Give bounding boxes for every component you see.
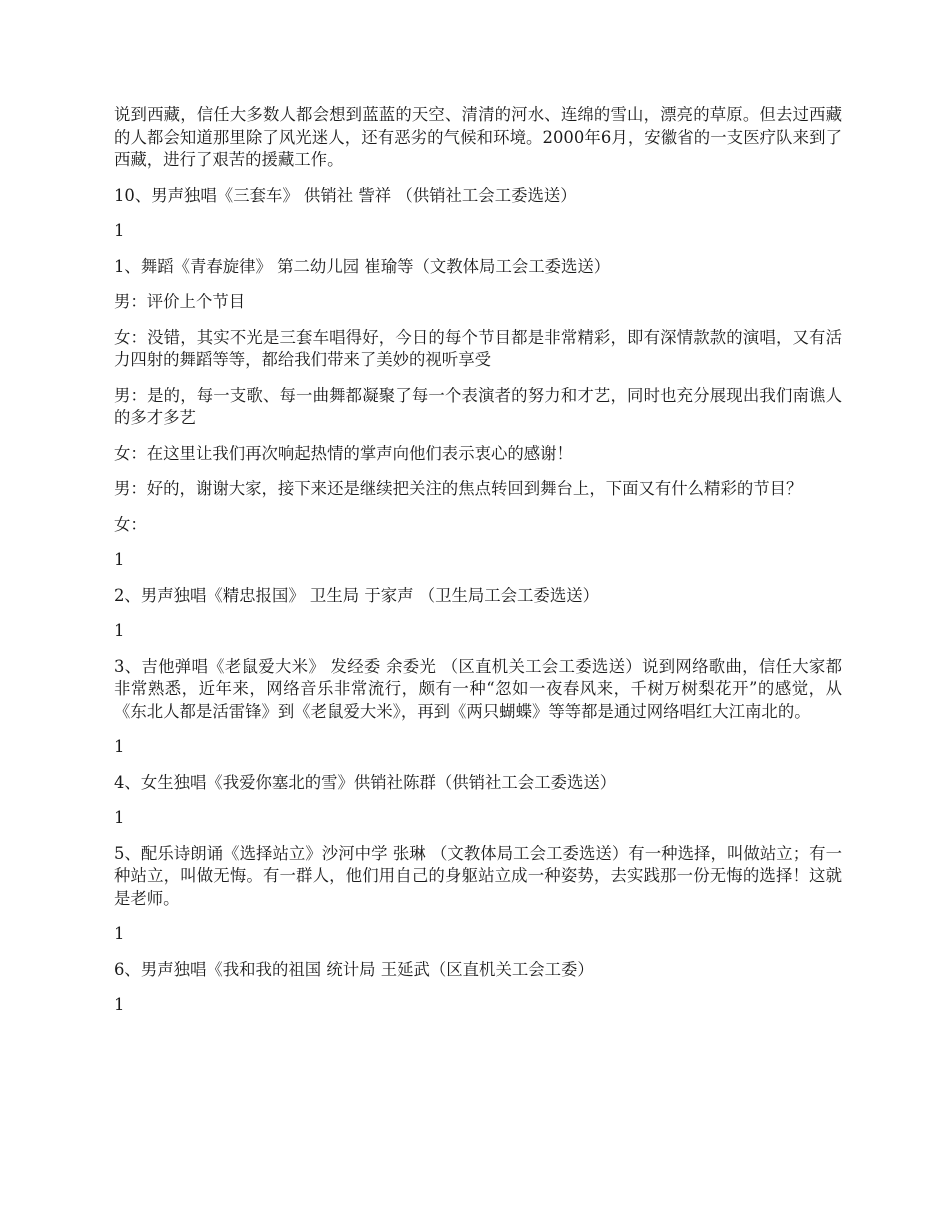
dialogue-male: 男：是的，每一支歌、每一曲舞都凝聚了每一个表演者的努力和才艺，同时也充分展现出我们南谯人的多才多艺 [114, 385, 842, 427]
marker-line: 1 [114, 550, 125, 569]
program-item-5: 5、配乐诗朗诵《选择站立》沙河中学 张琳 （文教体局工会工委选送）有一种选择，叫做站立；有一种站立，叫做无悔。有一群人，他们用自己的身躯站立成一种姿势，去实践那一份无悔的选择！这就是老师。 [114, 843, 842, 908]
program-item-3: 3、吉他弹唱《老鼠爱大米》 发经委 余委光 （区直机关工会工委选送）说到网络歌曲，信任大家都非常熟悉，近年来，网络音乐非常流行，颇有一种“忽如一夜春风来，千树万树梨花开”的感觉，从《东北人都是活雷锋》到《老鼠爱大米》，再到《两只蝴蝶》等等都是通过网络唱红大江南北的。 [114, 656, 842, 721]
marker-line: 1 [114, 221, 125, 240]
intro-tibet-paragraph: 说到西藏，信任大多数人都会想到蓝蓝的天空、清清的河水、连绵的雪山，漂亮的草原。但去过西藏的人都会知道那里除了风光迷人，还有恶劣的气候和环境。2000年6月，安徽省的一支医疗队来到了西藏，进行了艰苦的援藏工作。 [114, 105, 842, 169]
dialogue-male: 男：好的，谢谢大家，接下来还是继续把关注的焦点转回到舞台上，下面又有什么精彩的节目？ [114, 479, 803, 498]
dialogue-female: 女： [114, 514, 147, 534]
dialogue-female: 女：在这里让我们再次响起热情的掌声向他们表示衷心的感谢！ [114, 443, 573, 463]
program-item-4: 4、女生独唱《我爱你塞北的雪》供销社陈群（供销社工会工委选送） [114, 772, 617, 792]
marker-line: 1 [114, 621, 125, 640]
program-item-2: 2、男声独唱《精忠报国》 卫生局 于家声 （卫生局工会工委选送） [114, 585, 599, 605]
marker-line: 1 [114, 924, 125, 943]
program-item-1: 1、舞蹈《青春旋律》 第二幼儿园 崔瑜等（文教体局工会工委选送） [114, 256, 611, 276]
marker-line: 1 [114, 995, 125, 1014]
marker-line: 1 [114, 808, 125, 827]
program-item-10: 10、男声独唱《三套车》 供销社 訾祥 （供销社工会工委选送） [114, 185, 577, 205]
program-item-6: 6、男声独唱《我和我的祖国 统计局 王延武（区直机关工会工委） [114, 959, 594, 979]
dialogue-female: 女：没错，其实不光是三套车唱得好，今日的每个节目都是非常精彩，即有深情款款的演唱，又有活力四射的舞蹈等等，都给我们带来了美妙的视听享受 [114, 327, 842, 369]
dialogue-male: 男：评价上个节目 [114, 292, 246, 311]
marker-line: 1 [114, 737, 125, 756]
document-body [114, 104, 842, 1030]
